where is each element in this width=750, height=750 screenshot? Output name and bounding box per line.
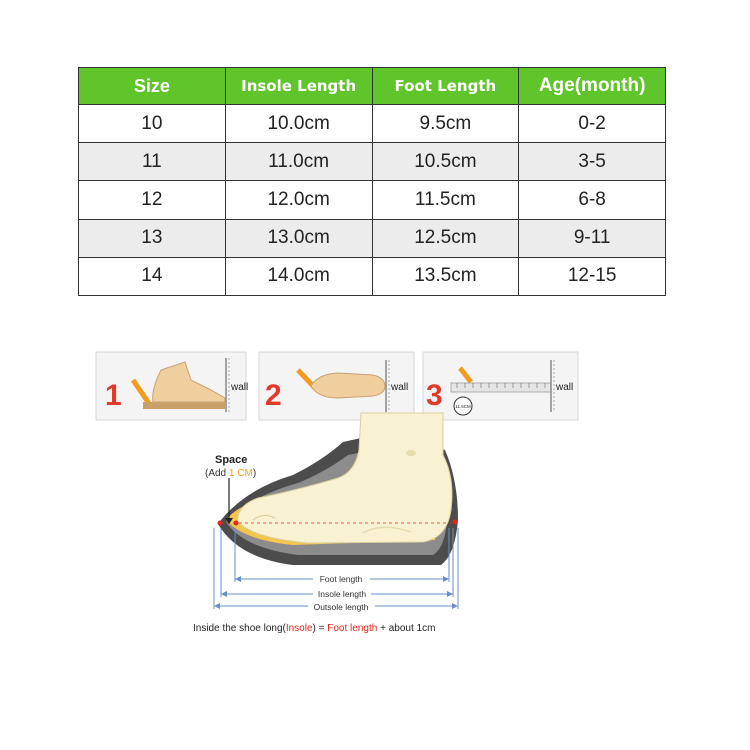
cell-age: 12-15 xyxy=(519,257,666,295)
formula-foot-length: Foot length xyxy=(327,623,378,634)
step-1-panel xyxy=(96,352,248,420)
cell-age: 6-8 xyxy=(519,181,666,219)
cell-foot: 11.5cm xyxy=(372,181,519,219)
cell-size: 13 xyxy=(79,219,226,257)
cell-age: 3-5 xyxy=(519,143,666,181)
cell-foot: 12.5cm xyxy=(372,219,519,257)
header-age: Age(month) xyxy=(519,68,666,105)
insole-length-dimension xyxy=(222,589,452,599)
insole-length-label: Insole length xyxy=(317,589,367,599)
space-hint-suffix: ) xyxy=(252,468,257,479)
table-row xyxy=(79,143,666,181)
outsole-length-label: Outsole length xyxy=(313,602,369,612)
step-3-number: 3 xyxy=(426,379,443,412)
cell-age: 0-2 xyxy=(519,105,666,143)
svg-text:(Add 1 CM) xyxy=(205,468,256,479)
step-1-wall-label: wall xyxy=(231,382,249,393)
table-row xyxy=(79,257,666,295)
header-insole-length: Insole Length xyxy=(225,68,372,105)
header-size: Size xyxy=(79,68,226,105)
cell-foot: 13.5cm xyxy=(372,257,519,295)
cell-insole: 13.0cm xyxy=(225,219,372,257)
table-row xyxy=(79,181,666,219)
step-2-number: 2 xyxy=(265,379,282,412)
table-row xyxy=(79,219,666,257)
step-3-panel xyxy=(423,352,578,420)
foot-length-label: Foot length xyxy=(319,574,363,584)
measurement-diagram xyxy=(93,350,583,650)
table-row xyxy=(79,105,666,143)
step-1-number: 1 xyxy=(105,379,122,412)
cell-foot: 9.5cm xyxy=(372,105,519,143)
cell-insole: 10.0cm xyxy=(225,105,372,143)
header-foot-length: Foot Length xyxy=(372,68,519,105)
space-hint-value: 1 CM xyxy=(228,468,253,479)
space-hint-prefix: (Add xyxy=(205,468,229,479)
foot-length-dimension xyxy=(236,574,448,584)
cell-size: 14 xyxy=(79,257,226,295)
step-3-wall-label: wall xyxy=(556,382,574,393)
formula-insole: Insole xyxy=(285,623,313,634)
cell-size: 12 xyxy=(79,181,226,219)
step-2-wall-label: wall xyxy=(391,382,409,393)
shoe-illustration xyxy=(218,413,459,565)
cell-insole: 12.0cm xyxy=(225,181,372,219)
step-2-panel xyxy=(259,352,414,420)
cell-insole: 11.0cm xyxy=(225,143,372,181)
outsole-length-dimension xyxy=(215,602,457,612)
step-3-ruler-tag: 11.5CM xyxy=(455,404,471,409)
cell-size: 11 xyxy=(79,143,226,181)
formula-caption xyxy=(193,623,435,634)
formula-prefix: Inside the shoe long( xyxy=(193,623,286,634)
formula-middle: ) = xyxy=(312,623,328,634)
formula-suffix: + about 1cm xyxy=(377,623,436,634)
size-chart-table xyxy=(78,67,666,296)
cell-size: 10 xyxy=(79,105,226,143)
cell-age: 9-11 xyxy=(519,219,666,257)
table-header-row xyxy=(79,68,666,105)
space-title: Space xyxy=(215,454,248,466)
cell-foot: 10.5cm xyxy=(372,143,519,181)
cell-insole: 14.0cm xyxy=(225,257,372,295)
ruler-icon xyxy=(451,383,551,392)
